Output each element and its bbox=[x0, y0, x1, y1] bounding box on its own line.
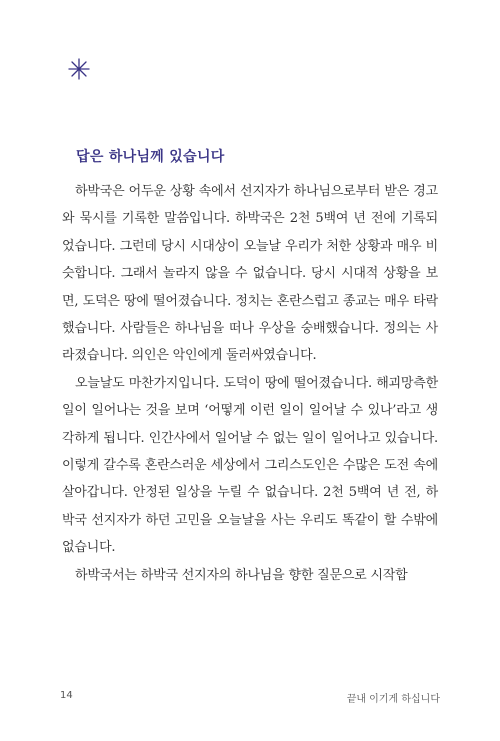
body-paragraph-3: 하박국서는 하박국 선지자의 하나님을 향한 질문으로 시작합 bbox=[75, 567, 408, 583]
running-footer-title: 끝내 이기게 하십니다 bbox=[346, 694, 440, 705]
body-paragraph-1: 하박국은 어두운 상황 속에서 선지자가 하나님으로부터 받은 경고와 묵시를 기록한 말씀입니다. 하박국은 2천 5백여 년 전에 기록되었습니다. 그런데 당시 시대상이 오늘날 우리가 처한 상황과 매우 비슷합니다. 그래서 놀라지 않을 수 없습니다. 당시 시대적 상황을 보면, 도덕은 땅에 떨어졌습니다. 정치는 혼란스럽고 종교는 매우 타락했습니다. 사람들은 하나님을 떠나 우상을 숭배했습니다. 정의는 사라졌습니다. 의인은 악인에게 둘러싸였습니다. bbox=[62, 184, 438, 364]
section-heading: 답은 하나님께 있습니다 bbox=[76, 149, 225, 165]
body-text bbox=[62, 178, 438, 589]
eight-point-star-icon bbox=[68, 58, 90, 80]
page-number: 14 bbox=[60, 690, 73, 701]
body-paragraph-2: 오늘날도 마찬가지입니다. 도덕이 땅에 떨어졌습니다. 해괴망측한 일이 일어나는 것을 보며 ‘어떻게 이런 일이 일어날 수 있나’라고 생각하게 됩니다. 인간사에서 일어날 수 없는 일이 일어나고 있습니다. 이렇게 갈수록 혼란스러운 세상에서 그리스도인은 수많은 도전 속에 살아갑니다. 안정된 일상을 누릴 수 없습니다. 2천 5백여 년 전, 하박국 선지자가 하던 고민을 오늘날을 사는 우리도 똑같이 할 수밖에 없습니다. bbox=[62, 375, 438, 556]
